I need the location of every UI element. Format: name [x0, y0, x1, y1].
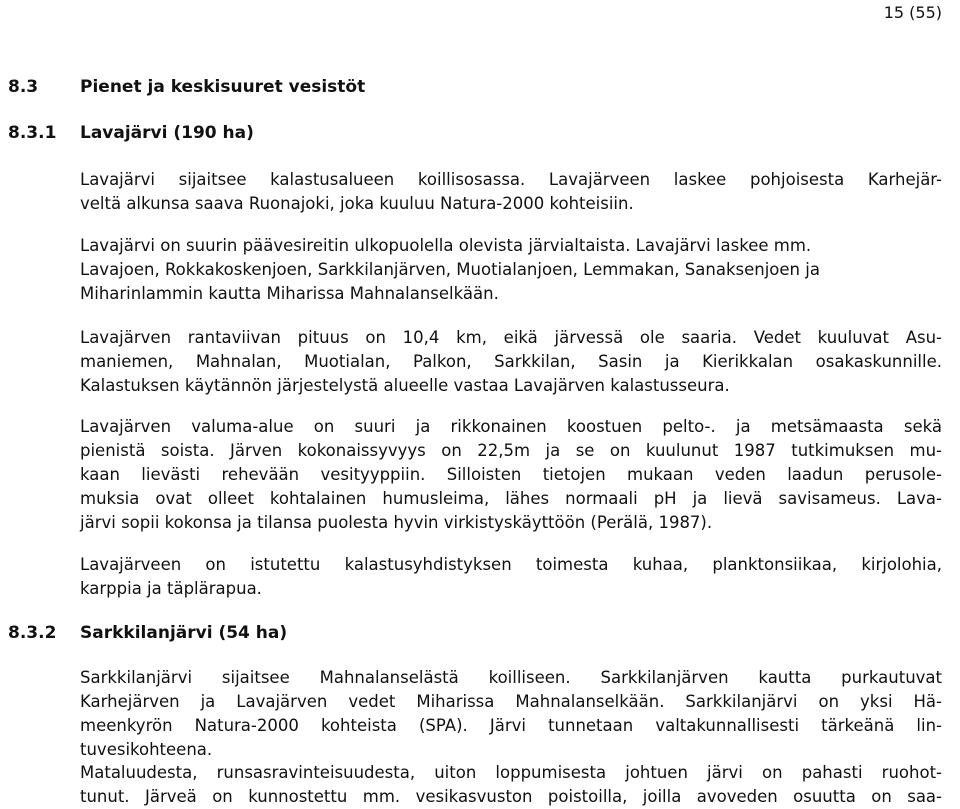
- paragraph-lavajarvi-5: [80, 553, 942, 601]
- text-line: muksia ovat olleet kohtalainen humusleima, lähes normaali pH ja lievä savisameus. Lava-: [80, 489, 942, 508]
- paragraph-lavajarvi-4: [80, 415, 942, 535]
- subsection-number-2: 8.3.2: [8, 623, 57, 643]
- subsection-heading-1: [8, 122, 254, 144]
- text-line: tuvesikohteena.: [80, 740, 213, 759]
- subsection-heading-2: [8, 622, 287, 644]
- text-line: meenkyrön Natura-2000 kohteista (SPA). Järvi tunnetaan valtakunnallisesti tärkeänä lin-: [80, 716, 942, 735]
- text-line: tunut. Järveä on kunnostettu mm. vesikasvuston poistoilla, joilla avoveden osuutta on saa-: [80, 787, 942, 806]
- paragraph-sarkkilanjarvi-2: [80, 761, 942, 809]
- subsection-number-1: 8.3.1: [8, 123, 57, 143]
- subsection-title-2: Sarkkilanjärvi (54 ha): [80, 623, 288, 643]
- section-number: 8.3: [8, 77, 39, 97]
- section-heading: [8, 76, 365, 98]
- text-line: Lavajärveen on istutettu kalastusyhdistyksen toimesta kuhaa, planktonsiikaa, kirjolohia,: [80, 555, 942, 574]
- text-line: Lavajärven rantaviivan pituus on 10,4 km, eikä järvessä ole saaria. Vedet kuuluvat Asu-: [80, 328, 942, 347]
- page-number: 15 (55): [883, 3, 942, 22]
- text-line: järvi sopii kokonsa ja tilansa puolesta hyvin virkistyskäyttöön (Perälä, 1987).: [80, 513, 713, 532]
- text-line: veltä alkunsa saava Ruonajoki, joka kuuluu Natura-2000 kohteisiin.: [80, 194, 634, 213]
- text-line: Sarkkilanjärvi sijaitsee Mahnalanselästä koilliseen. Sarkkilanjärven kautta purkautuvat: [80, 668, 942, 687]
- text-line: Lavajoen, Rokkakoskenjoen, Sarkkilanjärven, Muotialanjoen, Lemmakan, Sanaksenjoen ja: [80, 260, 820, 279]
- text-line: karppia ja täplärapua.: [80, 579, 262, 598]
- section-title: Pienet ja keskisuuret vesistöt: [80, 77, 366, 97]
- text-line: Lavajärvi sijaitsee kalastusalueen koillisosassa. Lavajärveen laskee pohjoisesta Karhejär-: [80, 170, 942, 189]
- text-line: Karhejärven ja Lavajärven vedet Miharissa Mahnalanselkään. Sarkkilanjärvi on yksi Hä-: [80, 692, 942, 711]
- text-line: kaan lievästi rehevään vesityyppiin. Silloisten tietojen mukaan veden laadun perusole-: [80, 465, 942, 484]
- text-line: Lavajärven valuma-alue on suuri ja rikkonainen koostuen pelto-. ja metsämaasta sekä: [80, 417, 942, 436]
- subsection-title-1: Lavajärvi (190 ha): [80, 123, 254, 143]
- paragraph-lavajarvi-1: [80, 168, 942, 216]
- text-line: Kalastuksen käytännön järjestelystä alueelle vastaa Lavajärven kalastusseura.: [80, 376, 730, 395]
- text-line: Mataluudesta, runsasravinteisuudesta, uiton loppumisesta johtuen järvi on pahasti ruohot-: [80, 763, 942, 782]
- text-line: pienistä soista. Järven kokonaissyvyys on 22,5m ja se on kuulunut 1987 tutkimuksen mu-: [80, 441, 942, 460]
- text-line: Lavajärvi on suurin päävesireitin ulkopuolella olevista järvialtaista. Lavajärvi laskee mm.: [80, 236, 812, 255]
- text-line: maniemen, Mahnalan, Muotialan, Palkon, Sarkkilan, Sasin ja Kierikkalan osakaskunnille.: [80, 352, 942, 371]
- paragraph-sarkkilanjarvi-1: [80, 666, 942, 762]
- paragraph-lavajarvi-3: [80, 326, 942, 398]
- text-line: Miharinlammin kautta Miharissa Mahnalanselkään.: [80, 284, 499, 303]
- paragraph-lavajarvi-2: [80, 234, 942, 306]
